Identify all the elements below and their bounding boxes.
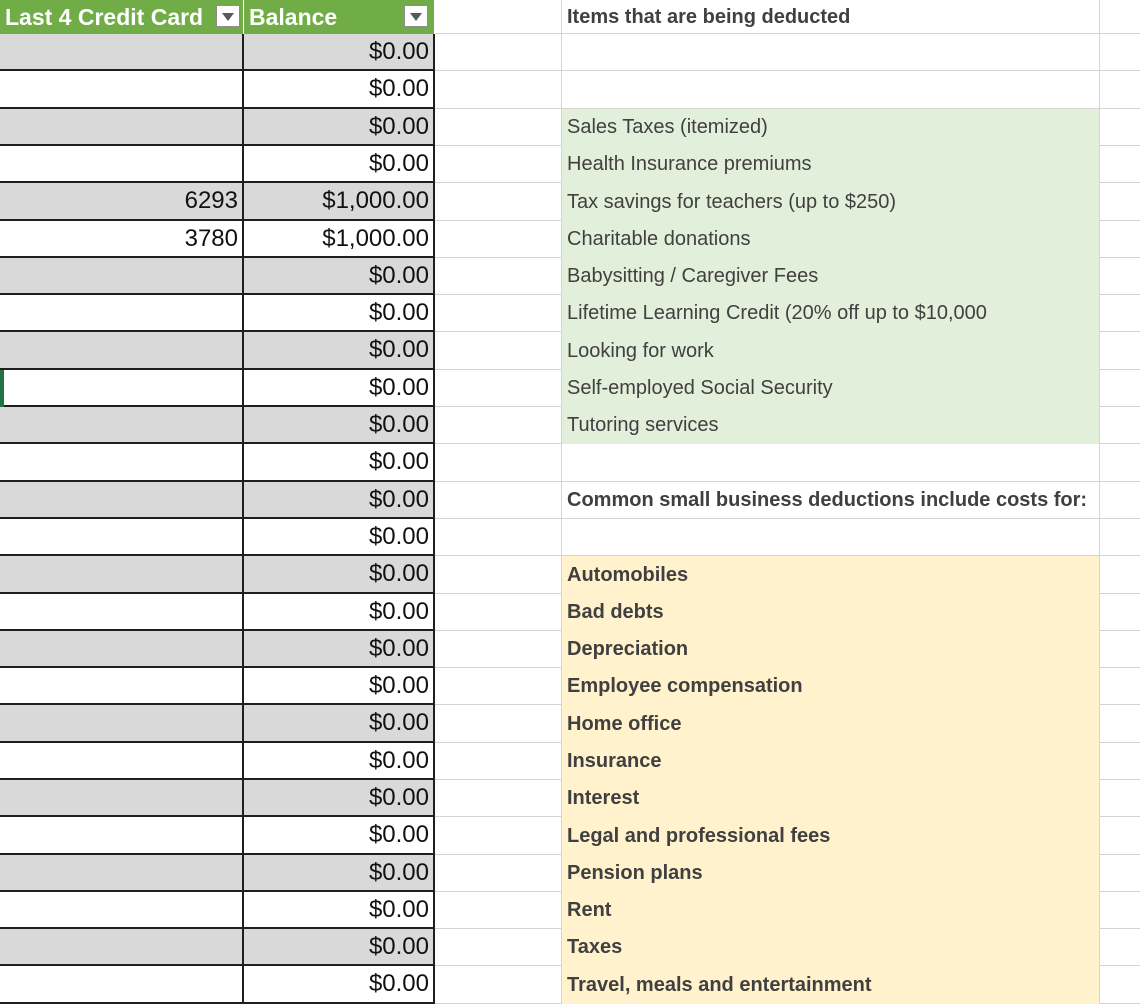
empty-cell[interactable] (435, 444, 562, 482)
empty-cell[interactable] (1100, 631, 1140, 668)
card-cell[interactable] (0, 929, 244, 966)
deduction-item-cell[interactable]: Health Insurance premiums (562, 146, 1100, 183)
empty-cell[interactable] (435, 705, 562, 743)
balance-cell[interactable]: $0.00 (244, 370, 435, 407)
deduction-item-cell[interactable]: Common small business deductions include costs for: (562, 482, 1100, 519)
empty-cell[interactable] (435, 519, 562, 556)
empty-cell[interactable] (562, 34, 1100, 71)
header-balance-label: Balance (249, 4, 338, 30)
card-cell[interactable] (0, 855, 244, 892)
empty-cell[interactable] (435, 109, 562, 146)
balance-cell[interactable]: $1,000.00 (244, 183, 435, 221)
empty-cell[interactable] (435, 295, 562, 332)
empty-cell[interactable] (1100, 444, 1140, 482)
empty-cell[interactable] (1100, 966, 1140, 1004)
empty-cell[interactable] (435, 631, 562, 668)
empty-cell[interactable] (1100, 258, 1140, 295)
card-cell[interactable] (0, 482, 244, 519)
empty-cell[interactable] (435, 668, 562, 705)
balance-cell[interactable]: $0.00 (244, 71, 435, 109)
card-cell[interactable] (0, 892, 244, 929)
empty-cell[interactable] (1100, 519, 1140, 556)
empty-cell[interactable] (1100, 0, 1140, 34)
header-balance[interactable] (244, 0, 435, 34)
empty-cell[interactable] (1100, 855, 1140, 892)
balance-cell[interactable]: $0.00 (244, 892, 435, 929)
balance-cell[interactable]: $0.00 (244, 556, 435, 594)
card-cell[interactable] (0, 295, 244, 332)
empty-cell[interactable] (435, 594, 562, 631)
card-cell[interactable] (0, 71, 244, 109)
card-cell[interactable] (0, 34, 244, 71)
empty-cell[interactable] (435, 370, 562, 407)
empty-cell[interactable] (435, 407, 562, 444)
empty-cell[interactable] (1100, 332, 1140, 370)
card-cell[interactable] (0, 332, 244, 370)
empty-cell[interactable] (435, 556, 562, 594)
deduction-item-cell[interactable]: Tax savings for teachers (up to $250) (562, 183, 1100, 221)
balance-cell[interactable]: $0.00 (244, 258, 435, 295)
empty-cell[interactable] (435, 892, 562, 929)
balance-cell[interactable]: $1,000.00 (244, 221, 435, 258)
deduction-item-cell[interactable]: Babysitting / Caregiver Fees (562, 258, 1100, 295)
balance-cell[interactable]: $0.00 (244, 407, 435, 444)
deduction-item-cell[interactable]: Sales Taxes (itemized) (562, 109, 1100, 146)
empty-cell[interactable] (1100, 34, 1140, 71)
empty-cell[interactable] (435, 71, 562, 109)
deduction-item-cell[interactable]: Travel, meals and entertainment (562, 966, 1100, 1004)
card-cell[interactable] (0, 780, 244, 817)
card-cell[interactable] (0, 146, 244, 183)
deduction-item-cell[interactable]: Tutoring services (562, 407, 1100, 444)
empty-cell[interactable] (562, 444, 1100, 482)
filter-dropdown-icon[interactable] (404, 5, 428, 27)
card-cell[interactable] (0, 668, 244, 705)
card-cell[interactable] (0, 631, 244, 668)
empty-cell[interactable] (1100, 183, 1140, 221)
card-cell[interactable] (0, 705, 244, 743)
empty-cell[interactable] (435, 966, 562, 1004)
deduction-item-cell[interactable]: Home office (562, 705, 1100, 743)
empty-cell[interactable] (435, 183, 562, 221)
balance-cell[interactable]: $0.00 (244, 34, 435, 71)
empty-cell[interactable] (435, 0, 562, 34)
deduction-item-cell[interactable]: Self-employed Social Security (562, 370, 1100, 407)
balance-cell[interactable]: $0.00 (244, 146, 435, 183)
empty-cell[interactable] (435, 482, 562, 519)
balance-cell[interactable]: $0.00 (244, 966, 435, 1004)
empty-cell[interactable] (435, 332, 562, 370)
empty-cell[interactable] (1100, 146, 1140, 183)
empty-cell[interactable] (435, 221, 562, 258)
deduction-item-cell[interactable]: Depreciation (562, 631, 1100, 668)
deductions-header[interactable]: Items that are being deducted (562, 0, 1100, 34)
filter-dropdown-icon[interactable] (216, 5, 240, 27)
balance-cell[interactable]: $0.00 (244, 743, 435, 780)
header-card-label: Last 4 Credit Card (5, 4, 204, 30)
balance-cell[interactable]: $0.00 (244, 444, 435, 482)
active-cell-indicator (0, 370, 4, 409)
balance-cell[interactable]: $0.00 (244, 109, 435, 146)
empty-cell[interactable] (1100, 482, 1140, 519)
empty-cell[interactable] (1100, 370, 1140, 407)
empty-cell[interactable] (435, 780, 562, 817)
empty-cell[interactable] (1100, 668, 1140, 705)
deduction-item-cell[interactable]: Pension plans (562, 855, 1100, 892)
empty-cell[interactable] (435, 855, 562, 892)
empty-cell[interactable] (435, 146, 562, 183)
card-cell[interactable] (0, 444, 244, 482)
deduction-item-cell[interactable]: Charitable donations (562, 221, 1100, 258)
deduction-item-cell[interactable]: Taxes (562, 929, 1100, 966)
card-cell[interactable] (0, 743, 244, 780)
balance-cell[interactable]: $0.00 (244, 705, 435, 743)
card-cell[interactable] (0, 966, 244, 1004)
card-cell[interactable] (0, 519, 244, 556)
balance-cell[interactable]: $0.00 (244, 631, 435, 668)
empty-cell[interactable] (1100, 556, 1140, 594)
card-cell[interactable] (0, 109, 244, 146)
balance-cell[interactable]: $0.00 (244, 780, 435, 817)
balance-cell[interactable]: $0.00 (244, 332, 435, 370)
card-cell[interactable] (0, 370, 244, 407)
empty-cell[interactable] (1100, 705, 1140, 743)
deduction-item-cell[interactable]: Bad debts (562, 594, 1100, 631)
balance-cell[interactable]: $0.00 (244, 817, 435, 855)
empty-cell[interactable] (1100, 780, 1140, 817)
balance-cell[interactable]: $0.00 (244, 929, 435, 966)
header-last4-credit-card[interactable] (0, 0, 244, 34)
deduction-item-cell[interactable]: Insurance (562, 743, 1100, 780)
balance-cell[interactable]: $0.00 (244, 594, 435, 631)
empty-cell[interactable] (1100, 295, 1140, 332)
deduction-item-cell[interactable]: Interest (562, 780, 1100, 817)
empty-cell[interactable] (562, 71, 1100, 109)
empty-cell[interactable] (1100, 817, 1140, 855)
empty-cell[interactable] (1100, 407, 1140, 444)
deduction-item-cell[interactable]: Rent (562, 892, 1100, 929)
balance-cell[interactable]: $0.00 (244, 668, 435, 705)
balance-cell[interactable]: $0.00 (244, 482, 435, 519)
card-cell[interactable]: 3780 (0, 221, 244, 258)
deduction-item-cell[interactable]: Legal and professional fees (562, 817, 1100, 855)
balance-cell[interactable]: $0.00 (244, 519, 435, 556)
empty-cell[interactable] (1100, 594, 1140, 631)
deduction-item-cell[interactable]: Automobiles (562, 556, 1100, 594)
empty-cell[interactable] (1100, 109, 1140, 146)
empty-cell[interactable] (1100, 929, 1140, 966)
empty-cell[interactable] (435, 929, 562, 966)
empty-cell[interactable] (435, 817, 562, 855)
card-cell[interactable] (0, 407, 244, 444)
deduction-item-cell[interactable]: Looking for work (562, 332, 1100, 370)
card-cell[interactable]: 6293 (0, 183, 244, 221)
empty-cell[interactable] (435, 743, 562, 780)
deduction-item-cell[interactable]: Employee compensation (562, 668, 1100, 705)
empty-cell[interactable] (435, 258, 562, 295)
card-cell[interactable] (0, 556, 244, 594)
card-cell[interactable] (0, 817, 244, 855)
empty-cell[interactable] (435, 34, 562, 71)
empty-cell[interactable] (1100, 892, 1140, 929)
empty-cell[interactable] (1100, 221, 1140, 258)
card-cell[interactable] (0, 594, 244, 631)
balance-cell[interactable]: $0.00 (244, 295, 435, 332)
balance-cell[interactable]: $0.00 (244, 855, 435, 892)
empty-cell[interactable] (1100, 71, 1140, 109)
card-cell[interactable] (0, 258, 244, 295)
deduction-item-cell[interactable]: Lifetime Learning Credit (20% off up to $10,000 (562, 295, 1100, 332)
empty-cell[interactable] (1100, 743, 1140, 780)
empty-cell[interactable] (562, 519, 1100, 556)
